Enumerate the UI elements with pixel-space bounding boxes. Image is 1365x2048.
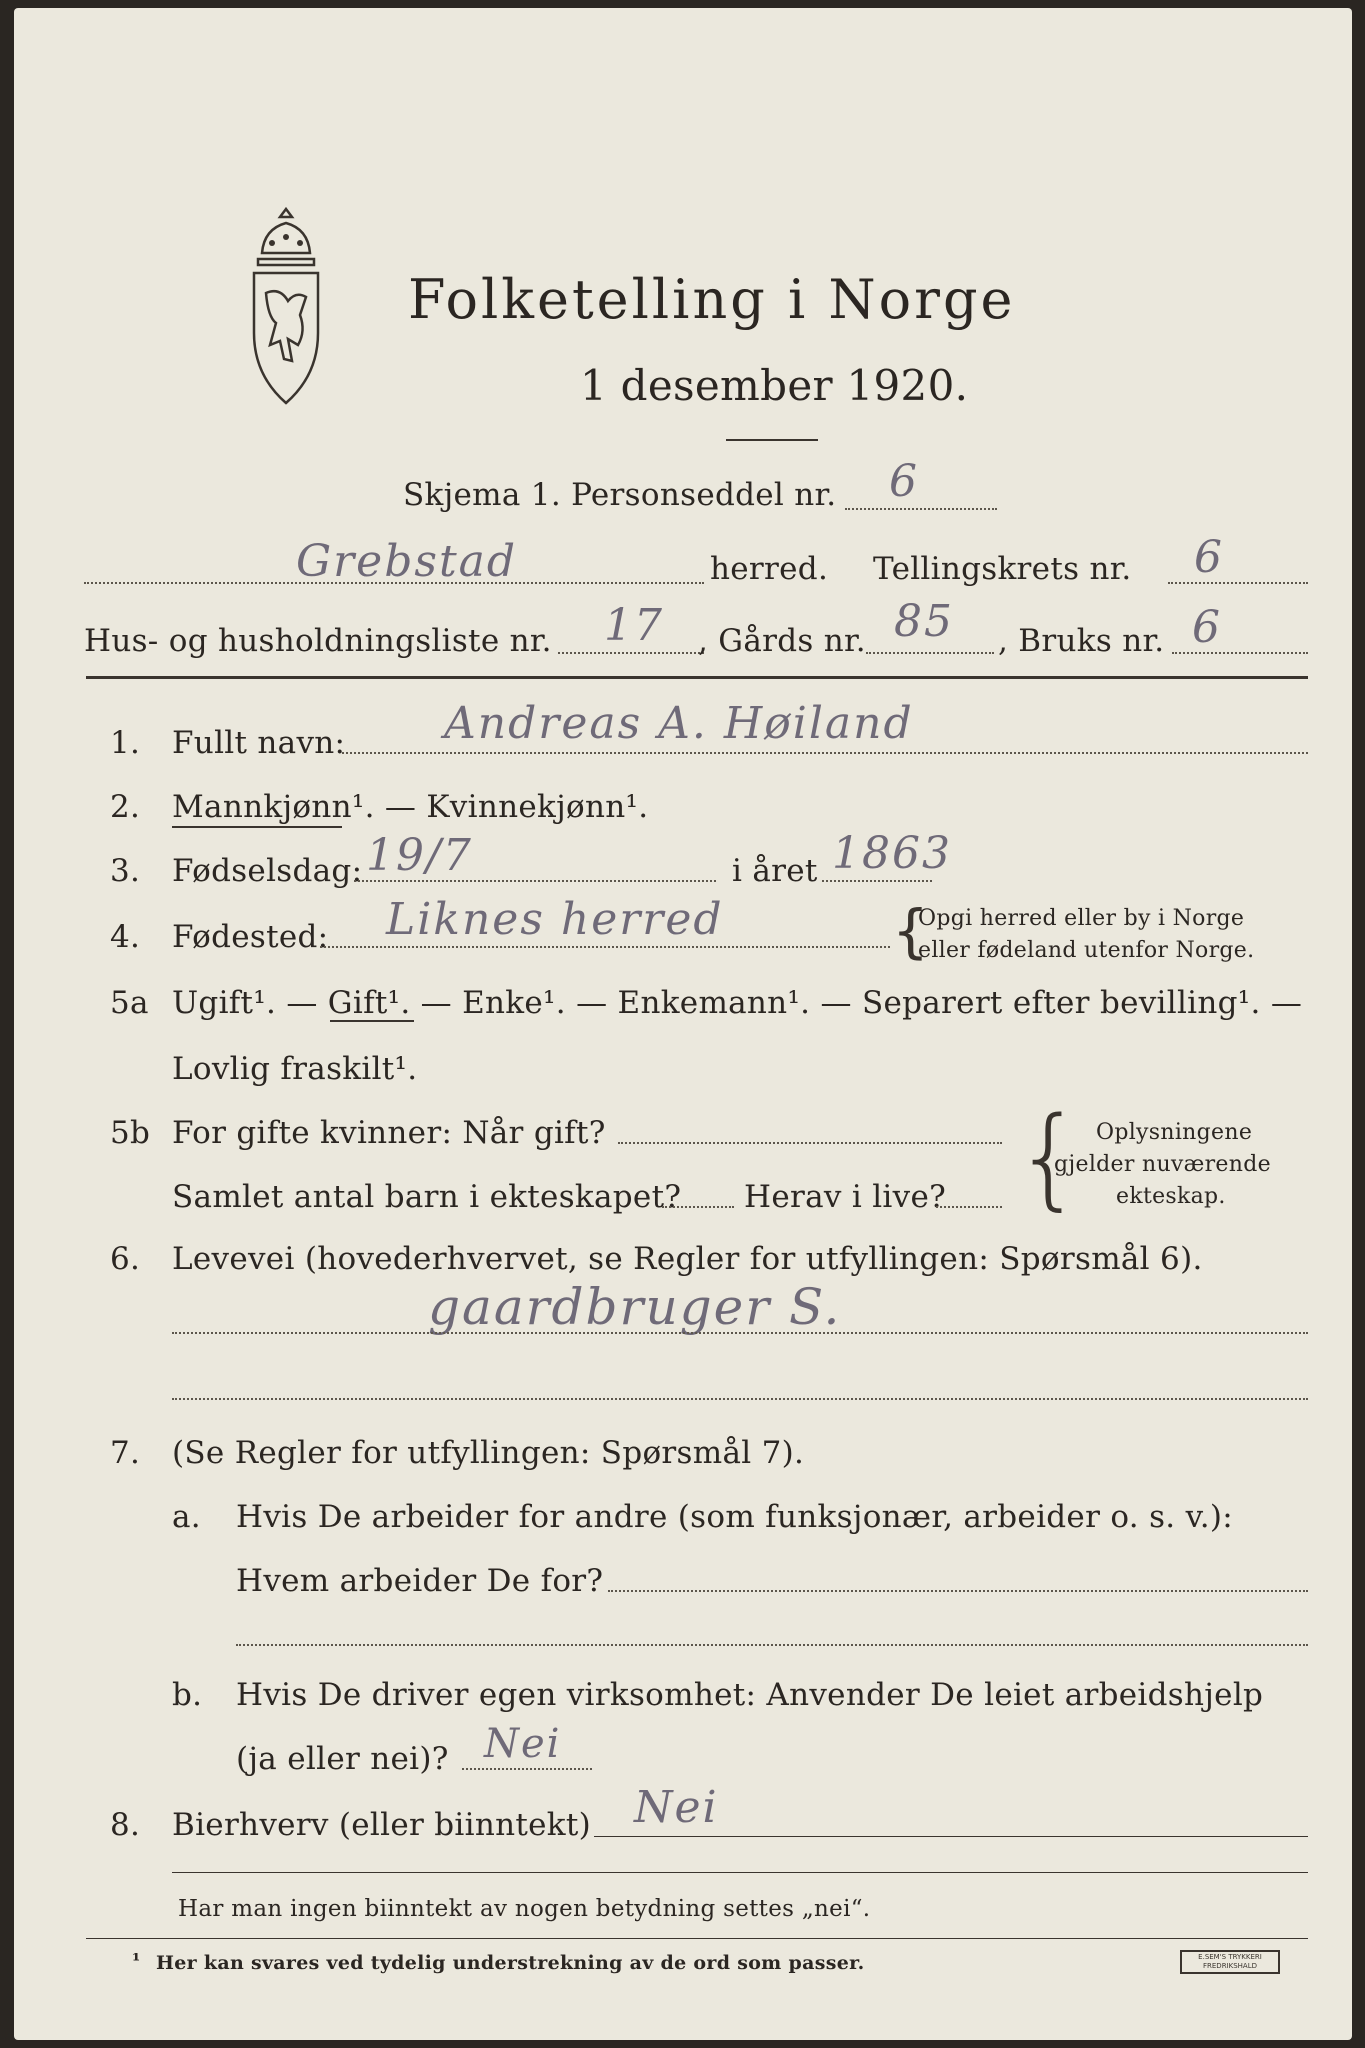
personseddel-value[interactable]: 6 xyxy=(889,456,919,507)
q5b-brace: { xyxy=(1014,1093,1084,1221)
occupation-value[interactable]: gaardbruger S. xyxy=(428,1278,842,1336)
gards-label: , Gårds nr. xyxy=(698,623,866,659)
employer-field-line-2 xyxy=(236,1644,1308,1646)
q5b-line2a: Samlet antal barn i ekteskapet? xyxy=(172,1179,682,1215)
tellingskrets-value[interactable]: 6 xyxy=(1194,532,1224,583)
side-income-field-line xyxy=(594,1836,1308,1837)
married-date-field-line xyxy=(618,1142,1002,1144)
skjema-label: Skjema 1. Personseddel nr. xyxy=(403,477,837,513)
q5a-number: 5a xyxy=(110,985,149,1021)
husliste-field-line xyxy=(558,652,704,654)
q7-label: (Se Regler for utfyllingen: Spørsmål 7). xyxy=(172,1435,805,1471)
norwegian-coat-of-arms-icon xyxy=(246,203,326,413)
husliste-value[interactable]: 17 xyxy=(604,600,664,651)
q5b-note-line1: Oplysningene xyxy=(1096,1120,1253,1145)
q5b-line2b: Herav i live? xyxy=(744,1179,947,1215)
q4-note-line2: eller fødeland utenfor Norge. xyxy=(918,938,1255,963)
footnote-marker: ¹ xyxy=(132,1950,141,1972)
full-name-field-line xyxy=(342,752,1308,754)
form-title: Folketelling i Norge xyxy=(408,268,1016,331)
census-form-page xyxy=(14,8,1352,2040)
q7-number: 7. xyxy=(110,1435,141,1471)
personseddel-field-line xyxy=(845,508,997,510)
q4-number: 4. xyxy=(110,919,141,955)
children-count-field-line xyxy=(662,1206,734,1208)
birthplace-value[interactable]: Liknes herred xyxy=(386,894,724,945)
q7a-line2: Hvem arbeider De for? xyxy=(236,1563,604,1599)
q7b-line2: (ja eller nei)? xyxy=(236,1741,449,1777)
q2-number: 2. xyxy=(110,789,141,825)
bruks-value[interactable]: 6 xyxy=(1192,602,1222,653)
gards-field-line xyxy=(866,652,994,654)
biinntekt-note: Har man ingen biinntekt av nogen betydning settes „nei“. xyxy=(178,1896,871,1922)
q7b-line1: Hvis De driver egen virksomhet: Anvender De leiet arbeidshjelp xyxy=(236,1677,1264,1713)
bruks-label: , Bruks nr. xyxy=(998,623,1165,659)
side-income-value[interactable]: Nei xyxy=(634,1782,719,1833)
year-label: i året xyxy=(732,853,818,889)
q5b-note-line2: gjelder nuværende xyxy=(1054,1152,1271,1177)
printer-stamp: E.SEM'S TRYKKERI FREDRIKSHALD xyxy=(1180,1950,1280,1974)
q5b-note-line3: ekteskap. xyxy=(1116,1184,1226,1209)
tellingskrets-label: Tellingskrets nr. xyxy=(873,551,1132,587)
q2-label: Mannkjønn¹. — Kvinnekjønn¹. xyxy=(172,789,649,825)
mannkjonn-underline xyxy=(172,826,342,828)
footnote-divider xyxy=(86,1938,1308,1939)
birthday-value[interactable]: 19/7 xyxy=(366,830,473,881)
year-value[interactable]: 1863 xyxy=(832,828,952,879)
q5b-line1: For gifte kvinner: Når gift? xyxy=(172,1115,606,1151)
footnote-text: Her kan svares ved tydelig understrekning av de ord som passer. xyxy=(156,1952,865,1974)
occupation-field-line-2 xyxy=(172,1398,1308,1400)
q6-number: 6. xyxy=(110,1241,141,1277)
herred-value[interactable]: Grebstad xyxy=(296,536,518,587)
herred-label: herred. xyxy=(710,551,829,587)
q1-label: Fullt navn: xyxy=(172,725,346,761)
q7b-letter: b. xyxy=(172,1677,203,1713)
gards-value[interactable]: 85 xyxy=(894,596,954,647)
year-field-line xyxy=(822,880,932,882)
occupation-field-line-1 xyxy=(172,1332,1308,1334)
q3-number: 3. xyxy=(110,853,141,889)
q6-label: Levevei (hovederhvervet, se Regler for utfyllingen: Spørsmål 6). xyxy=(172,1241,1203,1277)
children-alive-field-line xyxy=(936,1206,1002,1208)
q7a-line1: Hvis De arbeider for andre (som funksjonær, arbeider o. s. v.): xyxy=(236,1499,1234,1535)
q7a-letter: a. xyxy=(172,1499,201,1535)
gift-underline xyxy=(330,1020,414,1022)
q5a-line2: Lovlig fraskilt¹. xyxy=(172,1051,418,1087)
q8-label: Bierhverv (eller biinntekt) xyxy=(172,1807,592,1843)
hired-help-value[interactable]: Nei xyxy=(484,1721,562,1767)
full-name-value[interactable]: Andreas A. Høiland xyxy=(444,698,914,749)
hired-help-field-line xyxy=(462,1768,592,1770)
birthplace-field-line xyxy=(320,946,890,948)
q3-label: Fødselsdag: xyxy=(172,853,363,889)
q8-number: 8. xyxy=(110,1807,141,1843)
bottom-divider xyxy=(172,1872,1308,1873)
q1-number: 1. xyxy=(110,725,141,761)
q5b-number: 5b xyxy=(110,1115,151,1151)
tellingskrets-field-line xyxy=(1168,582,1308,584)
header-divider xyxy=(86,676,1308,679)
title-divider xyxy=(726,439,818,441)
husliste-label: Hus- og husholdningsliste nr. xyxy=(84,623,552,659)
employer-field-line-1 xyxy=(608,1590,1308,1592)
q4-label: Fødested: xyxy=(172,919,329,955)
q4-brace: { xyxy=(892,897,929,965)
q4-note-line1: Opgi herred eller by i Norge xyxy=(918,906,1245,931)
q5a-line1: Ugift¹. — Gift¹. — Enke¹. — Enkemann¹. — Separert efter bevilling¹. — xyxy=(172,985,1303,1021)
form-date: 1 desember 1920. xyxy=(580,361,969,410)
